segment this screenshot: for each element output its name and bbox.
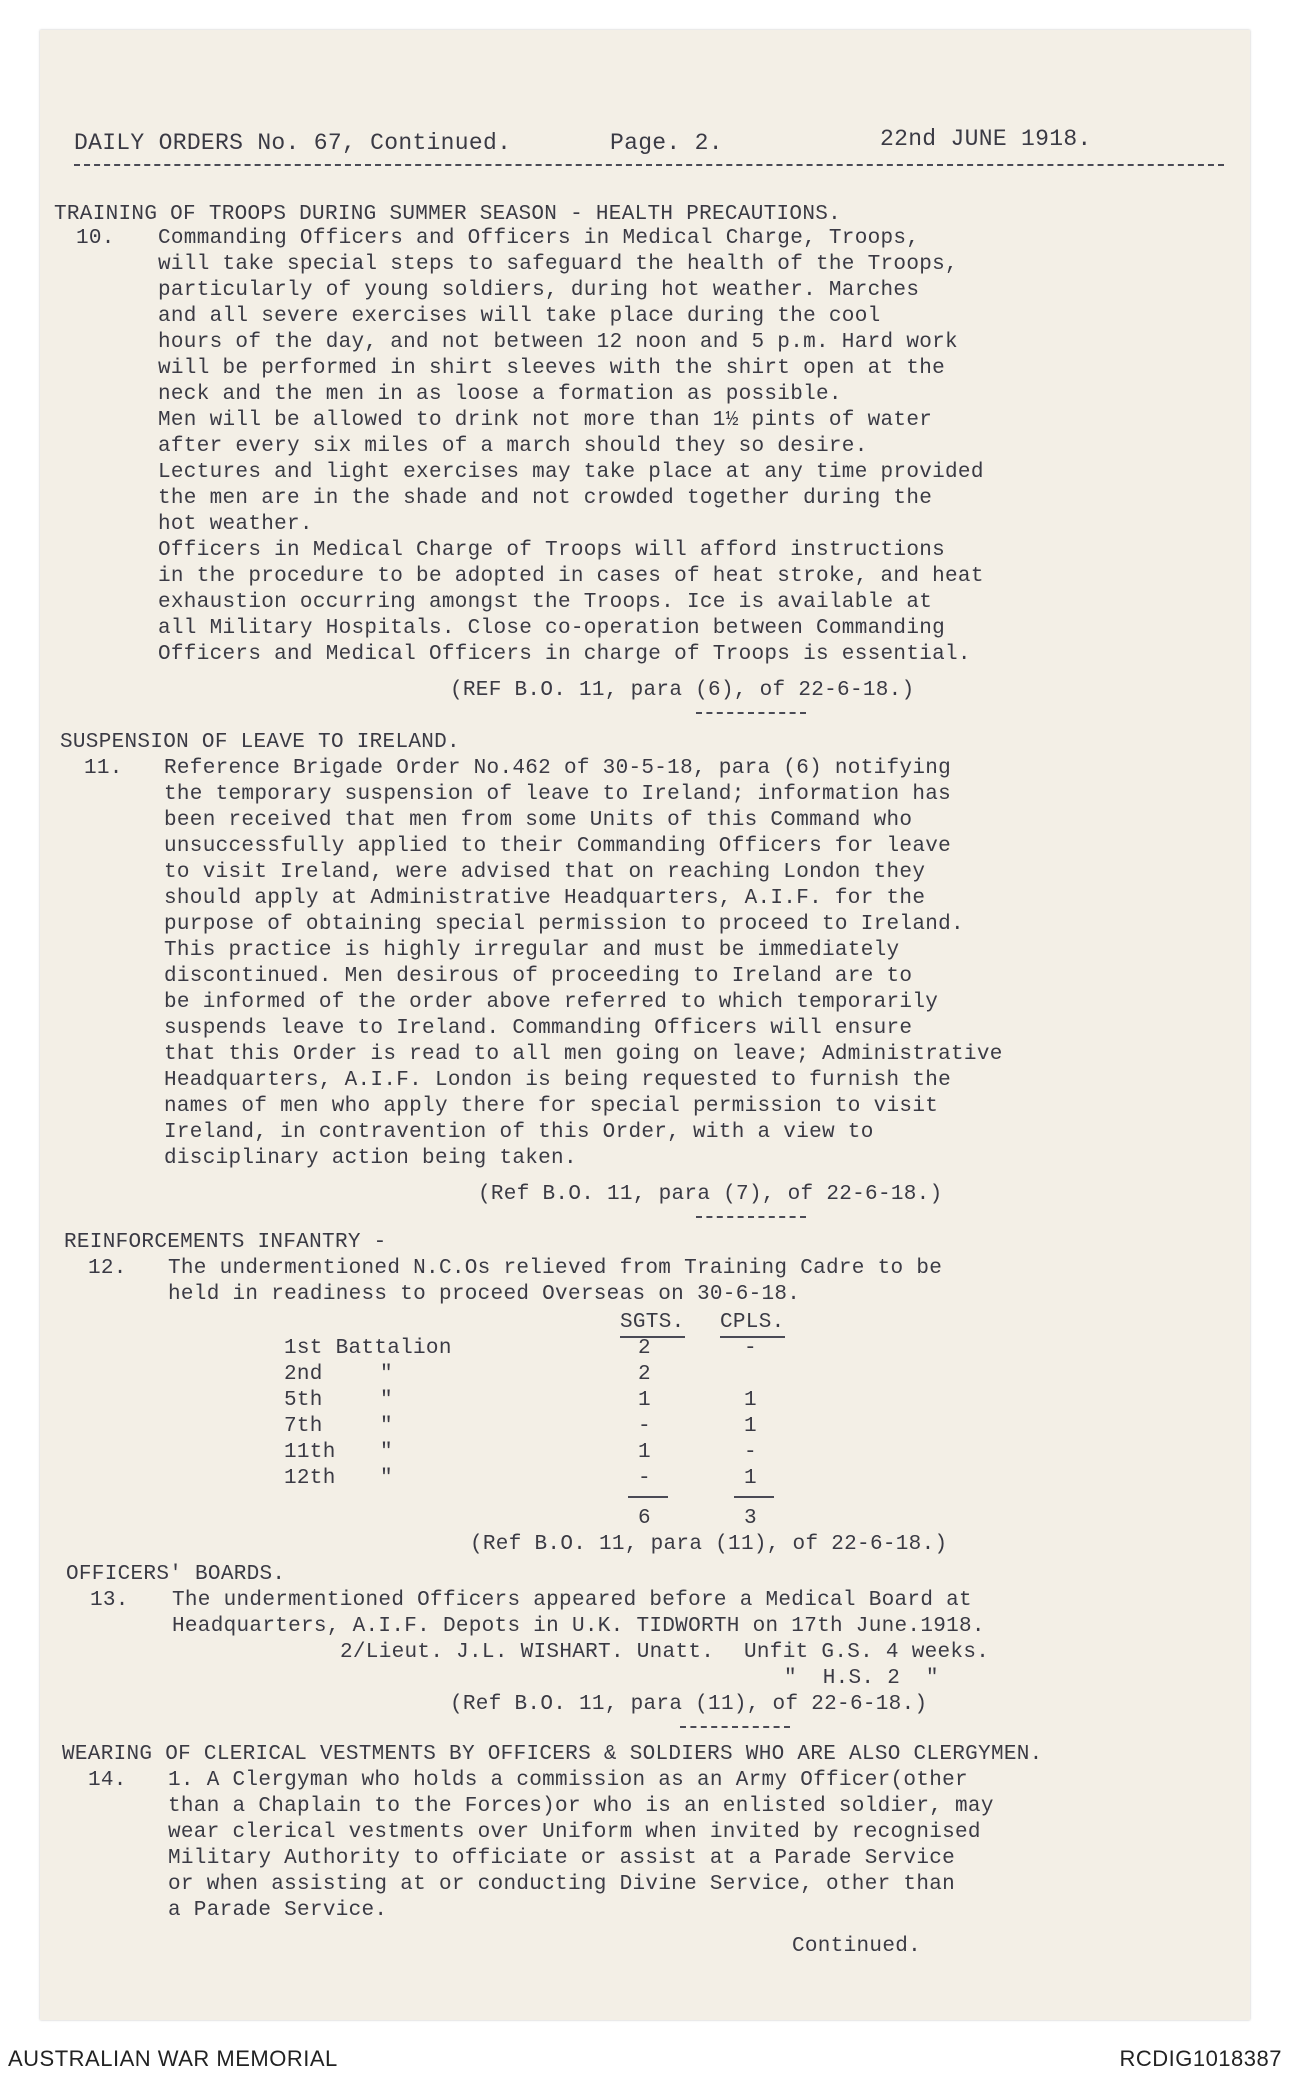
section-ref-12: (Ref B.O. 11, para (11), of 22-6-18.): [470, 1533, 948, 1556]
table-unit: 7th: [284, 1415, 323, 1438]
section-ref-13: (Ref B.O. 11, para (11), of 22-6-18.): [450, 1693, 928, 1716]
header-divider: [74, 164, 1224, 166]
total-rule-cpls: [734, 1496, 774, 1498]
body-line: unsuccessfully applied to their Commanding Officers for leave: [164, 835, 952, 858]
body-line: or when assisting at or conducting Divine Service, other than: [168, 1873, 956, 1896]
body-line: 1. A Clergyman who holds a commission as an Army Officer(other: [168, 1769, 968, 1792]
table-sgts: 2: [638, 1337, 651, 1360]
table-ditto: ": [380, 1415, 393, 1438]
body-line: be informed of the order above referred to which temporarily: [164, 991, 939, 1014]
continued-label: Continued.: [792, 1935, 922, 1958]
section-number-13: 13.: [90, 1589, 129, 1612]
body-line: will take special steps to safeguard the health of the Troops,: [158, 253, 958, 276]
body-line: Men will be allowed to drink not more than 1½ pints of water: [158, 409, 933, 432]
section-heading-12: REINFORCEMENTS INFANTRY -: [64, 1231, 387, 1254]
table-ditto: ": [380, 1441, 393, 1464]
table-cpls: -: [744, 1337, 757, 1360]
body-line: held in readiness to proceed Overseas on 30-6-18.: [168, 1283, 801, 1306]
table-total-sgts: 6: [638, 1507, 651, 1530]
body-line: The undermentioned Officers appeared before a Medical Board at: [172, 1589, 972, 1612]
body-line: hours of the day, and not between 12 noon and 5 p.m. Hard work: [158, 331, 958, 354]
body-line: particularly of young soldiers, during hot weather. Marches: [158, 279, 920, 302]
body-line: This practice is highly irregular and must be immediately: [164, 939, 900, 962]
table-sgts: -: [638, 1467, 651, 1490]
body-line: than a Chaplain to the Forces)or who is an enlisted soldier, may: [168, 1795, 994, 1818]
board-officer: 2/Lieut. J.L. WISHART. Unatt.: [340, 1641, 715, 1664]
table-unit: 12th: [284, 1467, 336, 1490]
body-line: neck and the men in as loose a formation as possible.: [158, 383, 842, 406]
body-line: Ireland, in contravention of this Order, with a view to: [164, 1121, 874, 1144]
section-divider: [696, 712, 806, 714]
body-line: the men are in the shade and not crowded together during the: [158, 487, 933, 510]
section-body-10: [158, 226, 984, 668]
table-header-cpls: CPLS.: [720, 1310, 785, 1338]
section-ref-11: (Ref B.O. 11, para (7), of 22-6-18.): [478, 1183, 943, 1206]
section-divider: [680, 1726, 790, 1728]
total-rule-sgts: [628, 1496, 668, 1498]
section-heading-11: SUSPENSION OF LEAVE TO IRELAND.: [60, 731, 460, 754]
board-result: Unfit G.S. 4 weeks.: [744, 1641, 990, 1664]
body-line: Reference Brigade Order No.462 of 30-5-18, para (6) notifying: [164, 757, 952, 780]
section-body-13: [172, 1588, 985, 1640]
table-ditto: ": [380, 1389, 393, 1412]
body-line: names of men who apply there for special permission to visit: [164, 1095, 939, 1118]
body-line: in the procedure to be adopted in cases of heat stroke, and heat: [158, 565, 984, 588]
body-line: Officers and Medical Officers in charge of Troops is essential.: [158, 643, 971, 666]
body-line: that this Order is read to all men going on leave; Administrative: [164, 1043, 1003, 1066]
body-line: Commanding Officers and Officers in Medical Charge, Troops,: [158, 227, 920, 250]
table-cpls: 1: [744, 1415, 757, 1438]
table-cpls: 1: [744, 1389, 757, 1412]
section-number-14: 14.: [88, 1769, 127, 1792]
body-line: should apply at Administrative Headquarters, A.I.F. for the: [164, 887, 926, 910]
page-number: Page. 2.: [610, 130, 723, 156]
body-line: disciplinary action being taken.: [164, 1147, 577, 1170]
table-cpls: 1: [744, 1467, 757, 1490]
table-sgts: 1: [638, 1441, 651, 1464]
body-line: Headquarters, A.I.F. Depots in U.K. TIDWORTH on 17th June.1918.: [172, 1615, 985, 1638]
table-unit: 1st Battalion: [284, 1337, 452, 1360]
body-line: discontinued. Men desirous of proceeding to Ireland are to: [164, 965, 913, 988]
section-heading-10: TRAINING OF TROOPS DURING SUMMER SEASON - HEALTH PRECAUTIONS.: [54, 203, 842, 226]
body-line: been received that men from some Units of this Command who: [164, 809, 913, 832]
body-line: Military Authority to officiate or assist at a Parade Service: [168, 1847, 956, 1870]
body-line: purpose of obtaining special permission to proceed to Ireland.: [164, 913, 964, 936]
body-line: the temporary suspension of leave to Ireland; information has: [164, 783, 952, 806]
body-line: to visit Ireland, were advised that on reaching London they: [164, 861, 926, 884]
body-line: wear clerical vestments over Uniform when invited by recognised: [168, 1821, 981, 1844]
footer-source: AUSTRALIAN WAR MEMORIAL: [8, 2046, 338, 2071]
body-line: Headquarters, A.I.F. London is being requested to furnish the: [164, 1069, 952, 1092]
body-line: Lectures and light exercises may take place at any time provided: [158, 461, 984, 484]
body-line: The undermentioned N.C.Os relieved from Training Cadre to be: [168, 1257, 943, 1280]
body-line: hot weather.: [158, 513, 313, 536]
order-date: 22nd JUNE 1918.: [880, 126, 1092, 152]
body-line: all Military Hospitals. Close co-operation between Commanding: [158, 617, 946, 640]
body-line: Officers in Medical Charge of Troops will afford instructions: [158, 539, 946, 562]
table-cpls: -: [744, 1441, 757, 1464]
section-number-11: 11.: [84, 757, 123, 780]
body-line: will be performed in shirt sleeves with the shirt open at the: [158, 357, 946, 380]
section-ref-10: (REF B.O. 11, para (6), of 22-6-18.): [450, 679, 915, 702]
table-unit: 2nd: [284, 1363, 323, 1386]
section-number-12: 12.: [88, 1257, 127, 1280]
section-divider: [696, 1216, 806, 1218]
table-header-sgts: SGTS.: [620, 1310, 685, 1338]
table-ditto: ": [380, 1363, 393, 1386]
footer-id: RCDIG1018387: [1119, 2046, 1282, 2071]
section-body-11: [164, 756, 1003, 1172]
section-heading-13: OFFICERS' BOARDS.: [66, 1563, 286, 1586]
table-unit: 5th: [284, 1389, 323, 1412]
table-ditto: ": [380, 1467, 393, 1490]
body-line: and all severe exercises will take place during the cool: [158, 305, 881, 328]
body-line: suspends leave to Ireland. Commanding Officers will ensure: [164, 1017, 913, 1040]
table-sgts: 2: [638, 1363, 651, 1386]
document-page: [40, 30, 1250, 2020]
table-sgts: 1: [638, 1389, 651, 1412]
body-line: exhaustion occurring amongst the Troops. Ice is available at: [158, 591, 933, 614]
table-unit: 11th: [284, 1441, 336, 1464]
section-body-12: [168, 1256, 942, 1308]
table-sgts: -: [638, 1415, 651, 1438]
table-total-cpls: 3: [744, 1507, 757, 1530]
body-line: a Parade Service.: [168, 1899, 388, 1922]
section-body-14: [168, 1768, 994, 1924]
order-title: DAILY ORDERS No. 67, Continued.: [74, 130, 512, 156]
section-heading-14: WEARING OF CLERICAL VESTMENTS BY OFFICERS & SOLDIERS WHO ARE ALSO CLERGYMEN.: [62, 1743, 1043, 1766]
board-result: " H.S. 2 ": [784, 1667, 939, 1690]
section-number-10: 10.: [76, 227, 115, 250]
body-line: after every six miles of a march should they so desire.: [158, 435, 868, 458]
